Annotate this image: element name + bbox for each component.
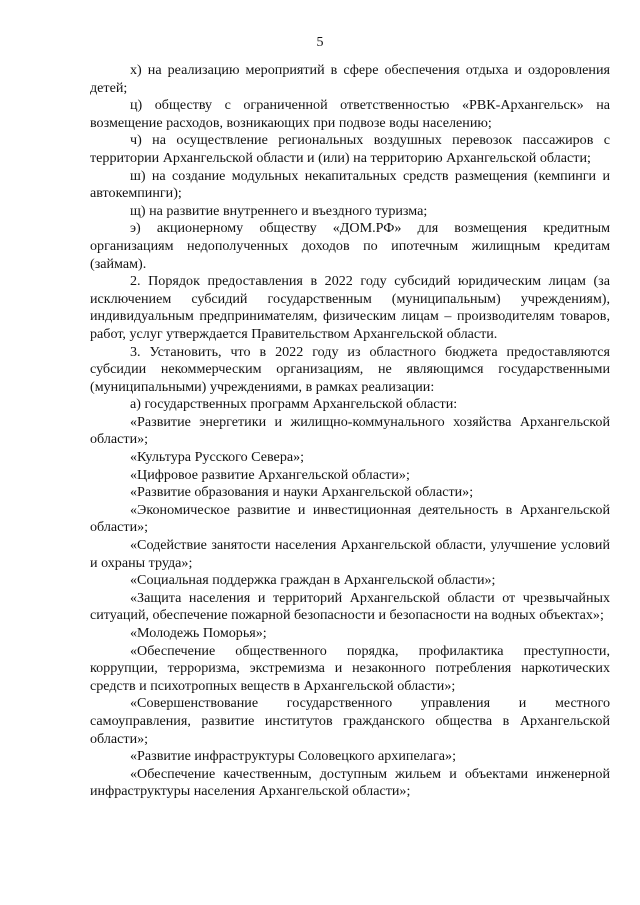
paragraph-section-3: 3. Установить, что в 2022 году из областного бюджета предоставляются субсидии некоммерческим организациям, не являющимся государственными (муниципальными) учреждениями, в рамках реализации: [90, 343, 610, 395]
program-list-item: «Культура Русского Севера»; [130, 449, 305, 466]
paragraph-item-ch: ч) на осуществление региональных воздушных перевозок пассажиров с территории Архангельской области и (или) на территорию Архангельской области; [90, 132, 610, 166]
program-list-item: «Содействие занятости населения Архангельской области, улучшение условий и охраны труда»; [90, 537, 610, 571]
program-list-item: «Обеспечение качественным, доступным жильем и объектами инженерной инфраструктуры населения Архангельской области»; [90, 765, 610, 800]
paragraph-item-ts: ц) обществу с ограниченной ответственностью «РВК-Архангельск» на возмещение расходов, возникающих при подвозе воды населению; [90, 97, 610, 131]
program-list-item: «Социальная поддержка граждан в Архангельской области»; [130, 572, 496, 589]
program-list-item: «Цифровое развитие Архангельской области»; [130, 466, 410, 483]
program-list-item: «Защита населения и территорий Архангельской области от чрезвычайных ситуаций, обеспечение пожарной безопасности и безопасности на водных объектах»; [90, 589, 610, 624]
program-list-item: «Экономическое развитие и инвестиционная деятельность в Архангельской области»; [90, 501, 610, 536]
program-list-item: «Развитие энергетики и жилищно-коммунального хозяйства Архангельской области»; [90, 413, 610, 448]
paragraph-item-shch: щ) на развитие внутреннего и въездного туризма; [130, 202, 428, 219]
program-list-item: «Молодежь Поморья»; [130, 625, 267, 641]
paragraph-item-a: а) государственных программ Архангельской области: [130, 396, 458, 413]
page-number: 5 [316, 35, 324, 50]
paragraph-item-kh: х) на реализацию мероприятий в сфере обеспечения отдыха и оздоровления детей; [90, 62, 610, 96]
document-body [90, 62, 610, 801]
program-list-item: «Обеспечение общественного порядка, профилактика преступности, коррупции, терроризма, экстремизма и незаконного потребления наркотических средств и психотропных веществ в Архангельской области»; [90, 642, 610, 694]
paragraph-section-2: 2. Порядок предоставления в 2022 году субсидий юридическим лицам (за исключением субсидий государственным (муниципальным) учреждениям), индивидуальным предпринимателям, физическим лицам – производителям товаров, работ, услуг утверждается Правительством Архангельской области. [90, 273, 610, 342]
program-list-item: «Развитие инфраструктуры Соловецкого архипелага»; [130, 748, 456, 765]
paragraph-item-e: э) акционерному обществу «ДОМ.РФ» для возмещения кредитным организациям недополученных доходов по ипотечным жилищным кредитам (займам). [90, 220, 610, 272]
program-list-item: «Совершенствование государственного управления и местного самоуправления, развитие институтов гражданского общества в Архангельской области»; [90, 695, 610, 747]
program-list-item: «Развитие образования и науки Архангельской области»; [130, 484, 474, 501]
paragraph-item-sh: ш) на создание модульных некапитальных средств размещения (кемпинги и автокемпинги); [90, 167, 610, 202]
